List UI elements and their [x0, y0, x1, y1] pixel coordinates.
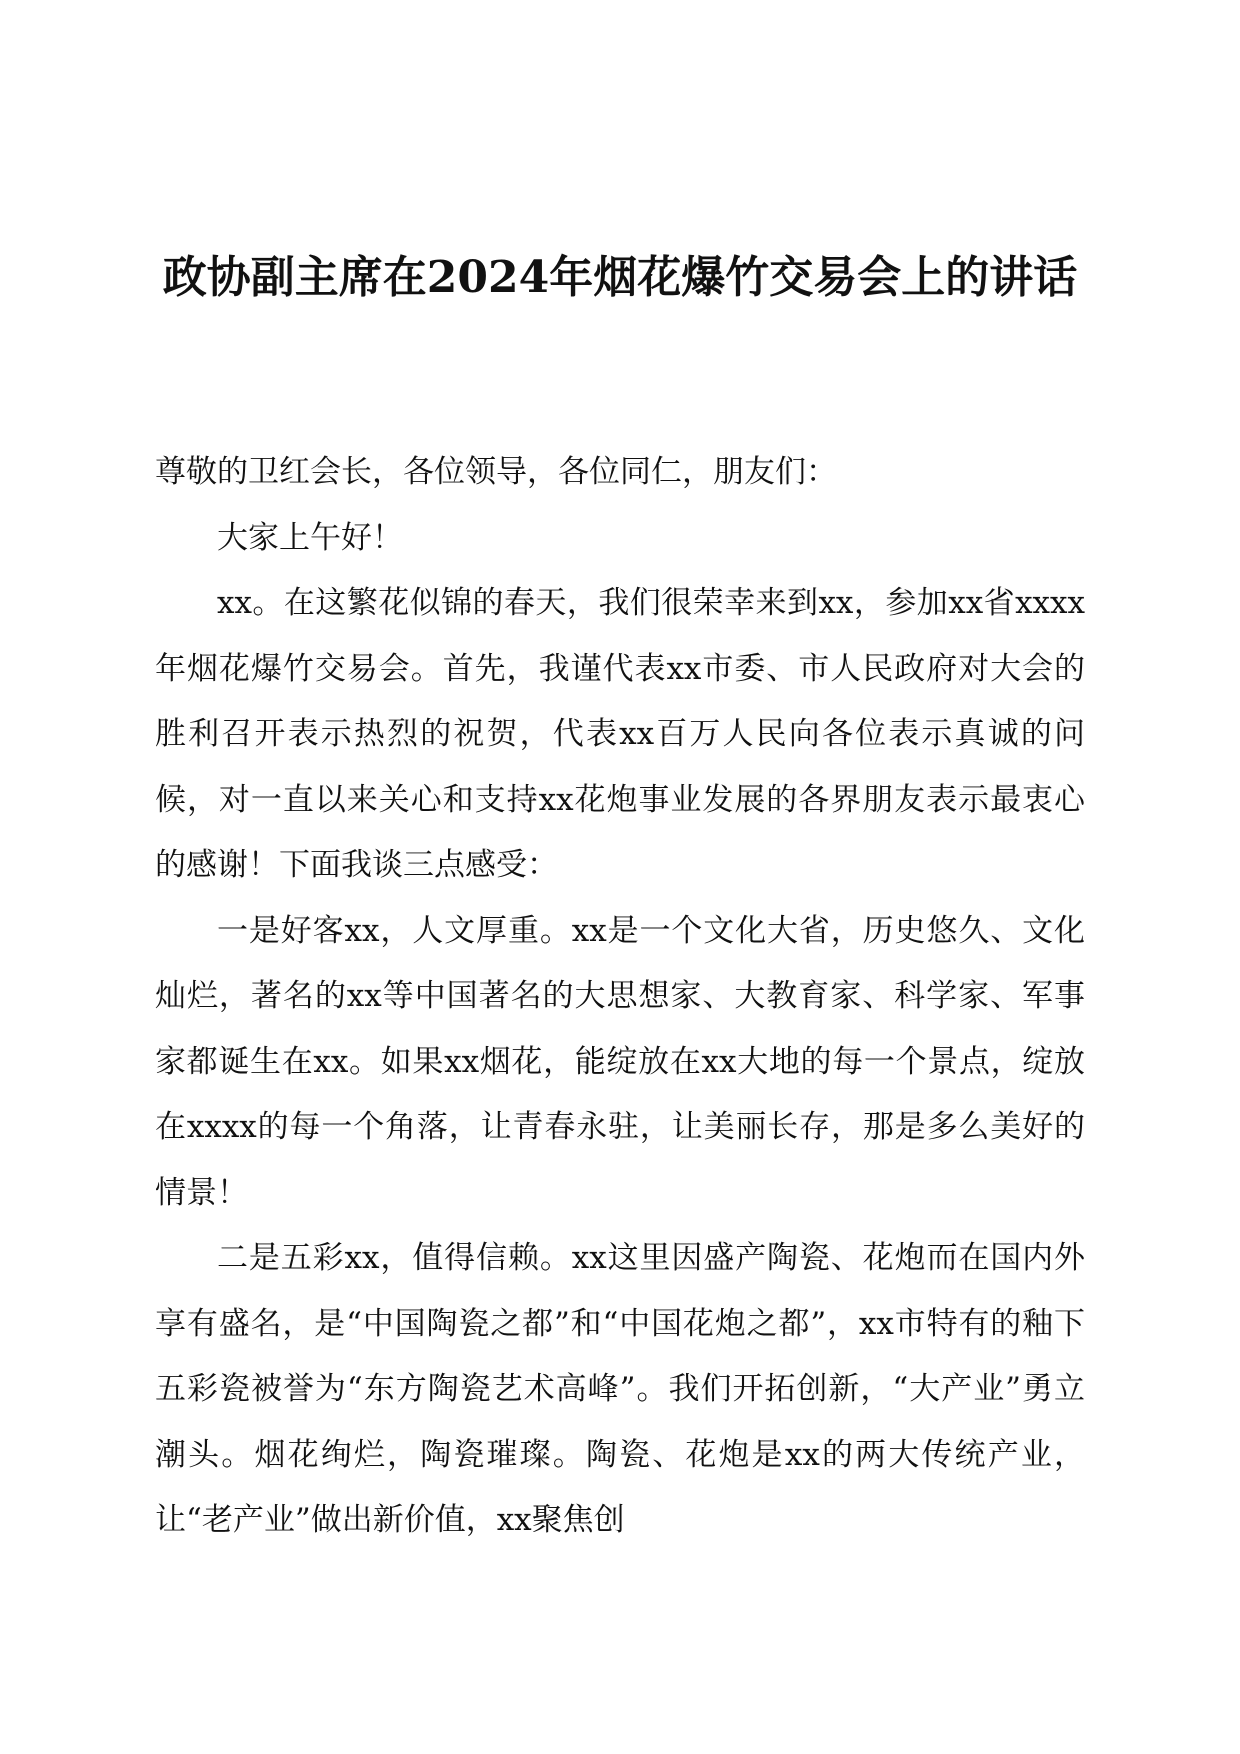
paragraph-greeting: 大家上午好！ [217, 519, 403, 556]
document-body [155, 440, 1085, 1554]
document-title: 政协副主席在2024年烟花爆竹交易会上的讲话 [162, 252, 1078, 303]
salutation: 尊敬的卫红会长，各位领导，各位同仁，朋友们： [155, 454, 837, 490]
paragraph-opening: xx。在这繁花似锦的春天，我们很荣幸来到xx，参加xx省xxxx年烟花爆竹交易会。首先，我谨代表xx市委、市人民政府对大会的胜利召开表示热烈的祝贺，代表xx百万人民向各位表示真诚的问候，对一直以来关心和支持xx花炮事业发展的各界朋友表示最衷心的感谢！下面我谈三点感受： [155, 585, 1085, 883]
paragraph-point-one: 一是好客xx，人文厚重。xx是一个文化大省，历史悠久、文化灿烂，著名的xx等中国著名的大思想家、大教育家、科学家、军事家都诞生在xx。如果xx烟花，能绽放在xx大地的每一个景点，绽放在xxxx的每一个角落，让青春永驻，让美丽长存，那是多么美好的情景！ [155, 912, 1085, 1211]
paragraph-point-two: 二是五彩xx，值得信赖。xx这里因盛产陶瓷、花炮而在国内外享有盛名，是“中国陶瓷之都”和“中国花炮之都”，xx市特有的釉下五彩瓷被誉为“东方陶瓷艺术高峰”。我们开拓创新，“大产业”勇立潮头。烟花绚烂，陶瓷璀璨。陶瓷、花炮是xx的两大传统产业，让“老产业”做出新价值，xx聚焦创 [155, 1240, 1085, 1538]
